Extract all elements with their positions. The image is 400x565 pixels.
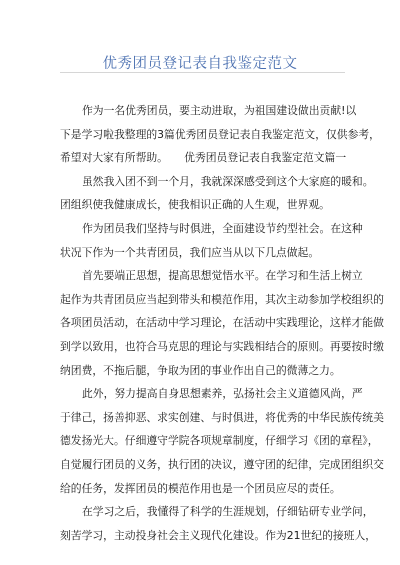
paragraph-line: 给的任务，发挥团员的模范作用也是一个团员应尽的责任。 [60,481,341,495]
document-body [60,99,384,547]
paragraph-line: 德发扬光大。仔细遵守学院各项规章制度，仔细学习《团的章程》， [60,434,379,448]
paragraph-line: 首先要端正思想，提高思想觉悟水平。在学习和生活上树立 [82,269,363,283]
paragraph-line: 在学习之后，我懂得了科学的生涯规划，仔细钻研专业学问， [82,505,374,519]
paragraph-line: 作为团员我们坚持与时俱进，全面建设节约型社会。在这种 [82,221,363,235]
paragraph-line: 各项团员活动，在活动中学习理论，在活动中实践理论，这样才能做 [60,316,384,330]
paragraph-line: 于律己，扬善抑恶、求实创建、与时俱进，将优秀的中华民族传统美 [60,410,384,424]
document-title: 优秀团员登记表自我鉴定范文 [102,56,298,72]
paragraph-line: 团组织使我健康成长，使我相识正确的人生观，世界观。 [60,198,330,212]
paragraph-line: 刻苦学习，主动投身社会主义现代化建设。作为21世纪的接班人， [60,528,377,542]
paragraph-line: 此外，努力提高自身思想素养，弘扬社会主义道德风尚，严 [82,387,363,401]
title-divider [60,72,345,73]
paragraph-line: 状况下作为一个共青团员，我们应当从以下几点做起。 [60,245,320,259]
paragraph-line: 纳团费，不拖后腿，争取为团的事业作出自己的微薄之力。 [60,363,341,377]
paragraph-line: 希望对大家有所帮助。 优秀团员登记表自我鉴定范文篇一 [60,151,347,165]
paragraph-line: 自觉履行团员的义务，执行团的决议，遵守团的纪律，完成团组织交 [60,457,384,471]
paragraph-line: 到学以致用，也符合马克思的理论与实践相结合的原则。再要按时缴 [60,339,384,353]
paragraph-line: 下是学习啦我整理的3篇优秀团员登记表自我鉴定范文，仅供参考， [60,127,380,141]
paragraph-line: 作为一名优秀团员，要主动进取，为祖国建设做出贡献!以 [82,104,357,117]
paragraph-line: 起作为共青团员应当起到带头和模范作用，其次主动参加学校组织的 [60,292,384,306]
paragraph-line: 虽然我入团不到一个月，我就深深感受到这个大家庭的暖和。 [82,174,374,188]
